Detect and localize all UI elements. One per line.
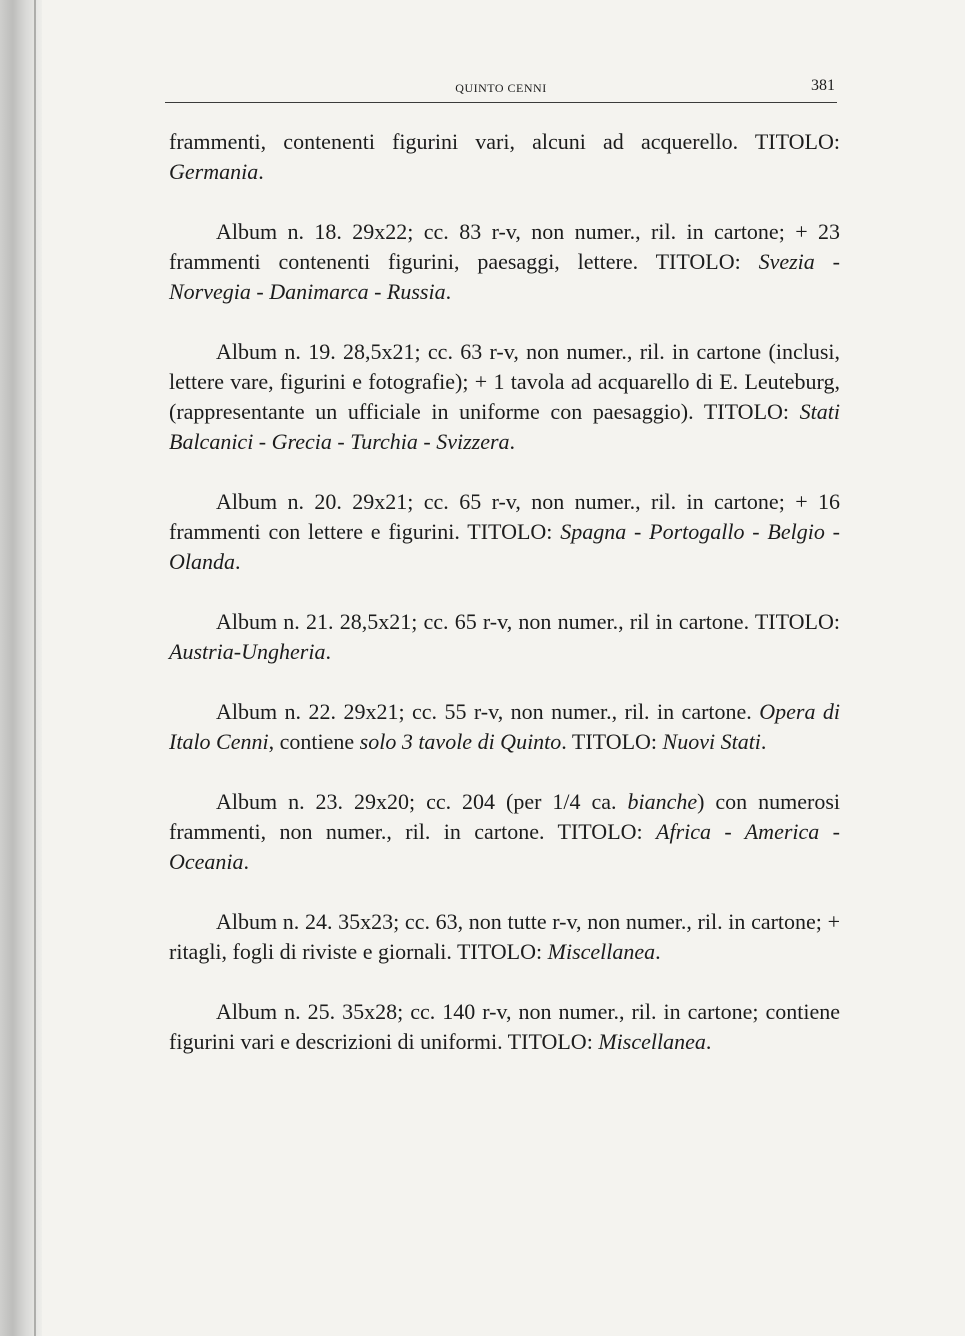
paragraph-continuation: frammenti, contenenti figurini vari, alcuni ad acquerello. TITOLO: Germania. <box>169 129 840 184</box>
binding-edge-line <box>34 0 36 1336</box>
paragraph-album-18: Album n. 18. 29x22; cc. 83 r-v, non numer., ril. in cartone; + 23 frammenti contenenti figurini, paesaggi, lettere. TITOLO: Svezia - Norvegia - Danimarca - Russia. <box>169 219 840 304</box>
running-header <box>165 76 837 103</box>
book-binding-shadow <box>0 0 42 1336</box>
page-body <box>169 127 840 1057</box>
running-title: QUINTO CENNI <box>455 81 547 95</box>
paragraph-album-20: Album n. 20. 29x21; cc. 65 r-v, non numer., ril. in cartone; + 16 frammenti con lettere e figurini. TITOLO: Spagna - Portogallo - Belgio - Olanda. <box>169 489 840 574</box>
page-number: 381 <box>811 77 835 94</box>
paragraph-album-25: Album n. 25. 35x28; cc. 140 r-v, non numer., ril. in cartone; contiene figurini vari e descrizioni di uniformi. TITOLO: Miscellanea. <box>169 999 840 1054</box>
paragraph-album-19: Album n. 19. 28,5x21; cc. 63 r-v, non numer., ril. in cartone (inclusi, lettere vare, figurini e fotografie); + 1 tavola ad acquarello di E. Leuteburg, (rappresentante un ufficiale in uniforme con paesaggio). TITOLO: Stati Balcanici - Grecia - Turchia - Svizzera. <box>169 339 840 454</box>
paragraph-album-24: Album n. 24. 35x23; cc. 63, non tutte r-v, non numer., ril. in cartone; + ritagli, fogli di riviste e giornali. TITOLO: Miscellanea. <box>169 909 840 964</box>
paragraph-album-22: Album n. 22. 29x21; cc. 55 r-v, non numer., ril. in cartone. Opera di Italo Cenni, contiene solo 3 tavole di Quinto. TITOLO: Nuovi Stati. <box>169 699 841 754</box>
paragraph-album-23: Album n. 23. 29x20; cc. 204 (per 1/4 ca. bianche) con numerosi frammenti, non numer., ril. in cartone. TITOLO: Africa - America - Oceania. <box>169 789 841 874</box>
paragraph-album-21: Album n. 21. 28,5x21; cc. 65 r-v, non numer., ril in cartone. TITOLO: Austria-Ungheria. <box>169 609 840 664</box>
